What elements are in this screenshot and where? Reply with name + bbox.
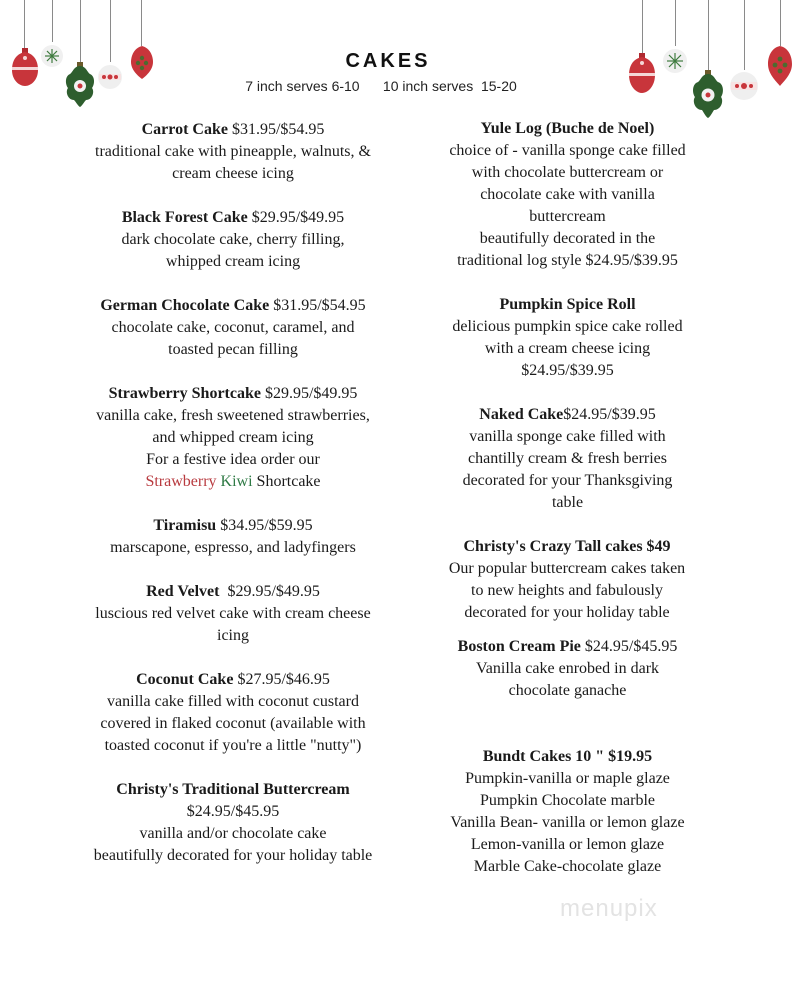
item-description: whipped cream icing xyxy=(165,253,301,270)
item-description: beautifully decorated in the xyxy=(479,230,656,247)
item-description: dark chocolate cake, cherry filling, xyxy=(121,231,345,248)
item-price: $24.95/$39.95 xyxy=(563,406,656,423)
item-price: $24.95/$39.95 xyxy=(521,362,614,379)
item-description: Lemon-vanilla or lemon glaze xyxy=(470,836,665,853)
menu-item xyxy=(78,581,388,647)
item-description: buttercream xyxy=(529,208,606,225)
item-description: traditional cake with pineapple, walnuts, & xyxy=(95,143,371,160)
item-description: Marble Cake-chocolate glaze xyxy=(473,858,662,875)
menu-item xyxy=(430,118,705,272)
item-description: chocolate cake, coconut, caramel, and xyxy=(111,319,355,336)
menu-item xyxy=(430,294,705,382)
item-description: decorated for your holiday table xyxy=(464,604,670,621)
menu-item xyxy=(430,636,705,702)
ornament-string xyxy=(675,0,676,46)
item-description: chocolate cake with vanilla xyxy=(480,186,655,203)
item-name: Coconut Cake xyxy=(136,671,234,688)
item-description: chantilly cream & fresh berries xyxy=(467,450,668,467)
festive-suggestion xyxy=(78,471,388,493)
item-price: $29.95/$49.95 xyxy=(247,209,345,226)
item-description: marscapone, espresso, and ladyfingers xyxy=(110,539,356,556)
ornament-string xyxy=(24,0,25,52)
ornament-string xyxy=(642,0,643,56)
menu-item xyxy=(430,746,705,878)
item-name: Pumpkin Spice Roll xyxy=(499,296,636,313)
item-description: covered in flaked coconut (available with xyxy=(100,715,366,732)
item-name: Carrot Cake xyxy=(141,121,228,138)
item-description: Pumpkin Chocolate marble xyxy=(479,792,656,809)
item-description: vanilla sponge cake filled with xyxy=(469,428,666,445)
item-description: icing xyxy=(217,627,249,644)
item-description: toasted coconut if you're a little "nutty") xyxy=(104,737,362,754)
item-price: $29.95/$49.95 xyxy=(260,385,358,402)
item-name: Red Velvet xyxy=(146,583,220,600)
item-description: with a cream cheese icing xyxy=(484,340,651,357)
item-description: chocolate ganache xyxy=(508,682,627,699)
festive-word-kiwi: Kiwi xyxy=(220,473,253,490)
item-description: choice of - vanilla sponge cake filled xyxy=(449,142,686,159)
item-description: to new heights and fabulously xyxy=(471,582,663,599)
menu-item xyxy=(78,515,388,559)
item-name: Bundt Cakes 10 " $19.95 xyxy=(482,748,653,765)
ornament-string xyxy=(141,0,142,46)
serving-sizes: 7 inch serves 6-10 10 inch serves 15-20 xyxy=(245,78,517,94)
item-name: Tiramisu xyxy=(153,517,217,534)
item-description: with chocolate buttercream or xyxy=(471,164,664,181)
item-description: delicious pumpkin spice cake rolled xyxy=(452,318,683,335)
menu-item xyxy=(430,404,705,514)
item-price: $34.95/$59.95 xyxy=(216,517,313,534)
item-description: Vanilla cake enrobed in dark xyxy=(475,660,660,677)
item-name: Black Forest Cake xyxy=(121,209,248,226)
item-name: Yule Log (Buche de Noel) xyxy=(480,120,655,137)
item-name: Christy's Traditional Buttercream xyxy=(116,781,350,798)
menu-item xyxy=(422,536,712,624)
menu-item xyxy=(78,207,388,273)
item-description: vanilla cake, fresh sweetened strawberries, xyxy=(96,407,370,424)
item-name: Strawberry Shortcake xyxy=(108,385,261,402)
item-description: For a festive idea order our xyxy=(146,451,320,468)
item-description: beautifully decorated for your holiday table xyxy=(93,847,373,864)
item-description: Our popular buttercream cakes taken xyxy=(448,560,686,577)
item-description: and whipped cream icing xyxy=(152,429,314,446)
menu-item xyxy=(78,119,388,185)
menu-item xyxy=(78,779,388,867)
menu-column-left xyxy=(78,119,388,889)
item-description: vanilla and/or chocolate cake xyxy=(139,825,327,842)
menupix-watermark: menupix xyxy=(560,895,658,922)
item-description: table xyxy=(551,494,584,511)
menu-item xyxy=(78,383,388,493)
item-name: German Chocolate Cake xyxy=(100,297,270,314)
item-description: Pumpkin-vanilla or maple glaze xyxy=(465,770,670,787)
item-price: $24.95/$45.95 xyxy=(580,638,678,655)
page-title: CAKES xyxy=(345,50,431,72)
festive-word-strawberry: Strawberry xyxy=(145,473,217,490)
menu-item xyxy=(78,295,388,361)
item-description: cream cheese icing xyxy=(172,165,294,182)
ornament-string xyxy=(52,0,53,42)
menu-column-right xyxy=(430,118,705,900)
item-name: Christy's Crazy Tall cakes $49 xyxy=(463,538,671,555)
item-description: toasted pecan filling xyxy=(168,341,298,358)
item-price: $24.95/$45.95 xyxy=(186,803,280,820)
item-price: $31.95/$54.95 xyxy=(227,121,325,138)
item-name: Boston Cream Pie xyxy=(457,638,581,655)
festive-word-shortcake: Shortcake xyxy=(256,473,321,490)
item-price: $29.95/$49.95 xyxy=(219,583,320,600)
item-description: Vanilla Bean- vanilla or lemon glaze xyxy=(450,814,685,831)
item-price: $31.95/$54.95 xyxy=(269,297,366,314)
item-name: Naked Cake xyxy=(479,406,564,423)
item-description: vanilla cake filled with coconut custard xyxy=(107,693,359,710)
item-description: luscious red velvet cake with cream cheese xyxy=(95,605,371,622)
ornament-string xyxy=(780,0,781,46)
item-description: traditional log style $24.95/$39.95 xyxy=(457,252,678,269)
item-description: decorated for your Thanksgiving xyxy=(462,472,673,489)
item-price: $27.95/$46.95 xyxy=(233,671,330,688)
menu-item xyxy=(78,669,388,757)
